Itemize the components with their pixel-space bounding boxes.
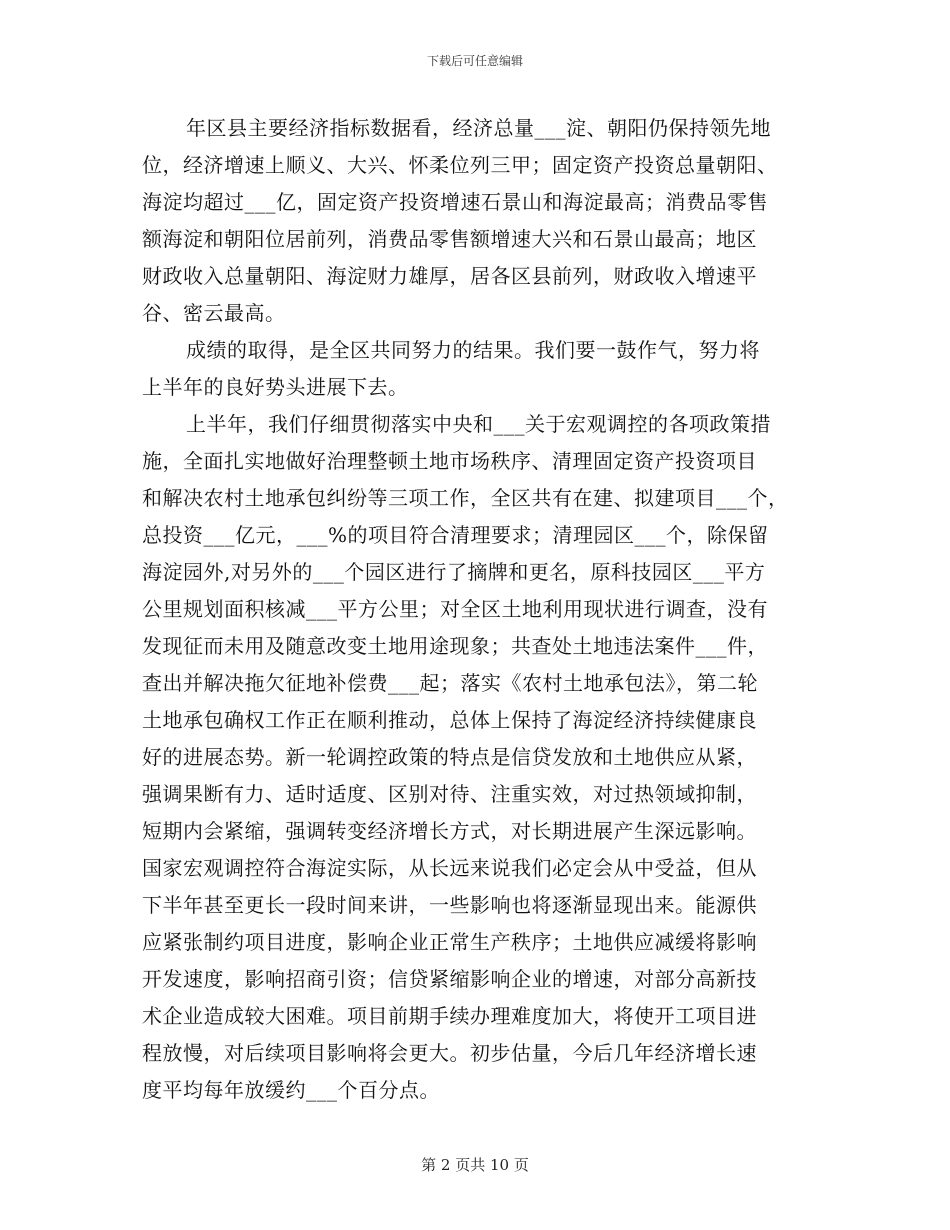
text-line: 年区县主要经济指标数据看，经济总量___淀、朝阳仍保持领先地: [186, 116, 771, 140]
text-line: 术企业造成较大困难。项目前期手续办理难度加大，将使开工项目进: [142, 1004, 757, 1028]
text-line: 度平均每年放缓约___个百分点。: [142, 1078, 440, 1102]
text-line: 应紧张制约项目进度，影响企业正常生产秩序；土地供应减缓将影响: [142, 930, 757, 954]
text-line: 土地承包确权工作正在顺利推动，总体上保持了海淀经济持续健康良: [142, 708, 757, 732]
text-line: 谷、密云最高。: [142, 301, 286, 325]
text-line: 好的进展态势。新一轮调控政策的特点是信贷发放和土地供应从紧，: [142, 745, 757, 769]
text-line: 施，全面扎实地做好治理整顿土地市场秩序、清理固定资产投资项目: [142, 449, 757, 473]
page-footer: 第 2 页共 10 页: [421, 1156, 529, 1174]
text-line: 发现征而未用及随意改变土地用途现象；共查处土地违法案件___件，: [142, 634, 768, 658]
document-body: [142, 110, 808, 1109]
text-line: 开发速度，影响招商引资；信贷紧缩影响企业的增速，对部分高新技: [142, 967, 757, 991]
text-line: 强调果断有力、适时适度、区别对待、注重实效，对过热领域抑制，: [142, 782, 757, 806]
text-line: 上半年，我们仔细贯彻落实中央和___关于宏观调控的各项政策措: [186, 412, 771, 436]
text-line: 额海淀和朝阳位居前列，消费品零售额增速大兴和石景山最高；地区: [142, 227, 757, 251]
text-line: 成绩的取得，是全区共同努力的结果。我们要一鼓作气，努力将: [186, 338, 760, 362]
text-line: 公里规划面积核减___平方公里；对全区土地利用现状进行调查，没有: [142, 597, 768, 621]
text-line: 总投资___亿元，___%的项目符合清理要求；清理园区___个，除保留: [142, 523, 769, 547]
text-line: 下半年甚至更长一段时间来讲，一些影响也将逐渐显现出来。能源供: [142, 893, 757, 917]
text-line: 程放慢，对后续项目影响将会更大。初步估量，今后几年经济增长速: [142, 1041, 757, 1065]
text-line: 查出并解决拖欠征地补偿费___起；落实《农村土地承包法》，第二轮: [142, 671, 758, 695]
text-line: 海淀均超过___亿，固定资产投资增速石景山和海淀最高；消费品零售: [142, 190, 768, 214]
text-line: 国家宏观调控符合海淀实际，从长远来说我们必定会从中受益，但从: [142, 856, 757, 880]
text-line: 上半年的良好势头进展下去。: [142, 375, 409, 399]
page-header: 下载后可任意编辑: [426, 54, 523, 68]
text-line: 海淀园外,对另外的___个园区进行了摘牌和更名，原科技园区___平方: [142, 560, 766, 584]
text-line: 和解决农村土地承包纠纷等三项工作，全区共有在建、拟建项目___个，: [142, 486, 789, 510]
text-line: 位，经济增速上顺义、大兴、怀柔位列三甲；固定资产投资总量朝阳、: [142, 153, 778, 177]
text-line: 财政收入总量朝阳、海淀财力雄厚，居各区县前列，财政收入增速平: [142, 264, 757, 288]
text-line: 短期内会紧缩，强调转变经济增长方式，对长期进展产生深远影响。: [142, 819, 757, 843]
